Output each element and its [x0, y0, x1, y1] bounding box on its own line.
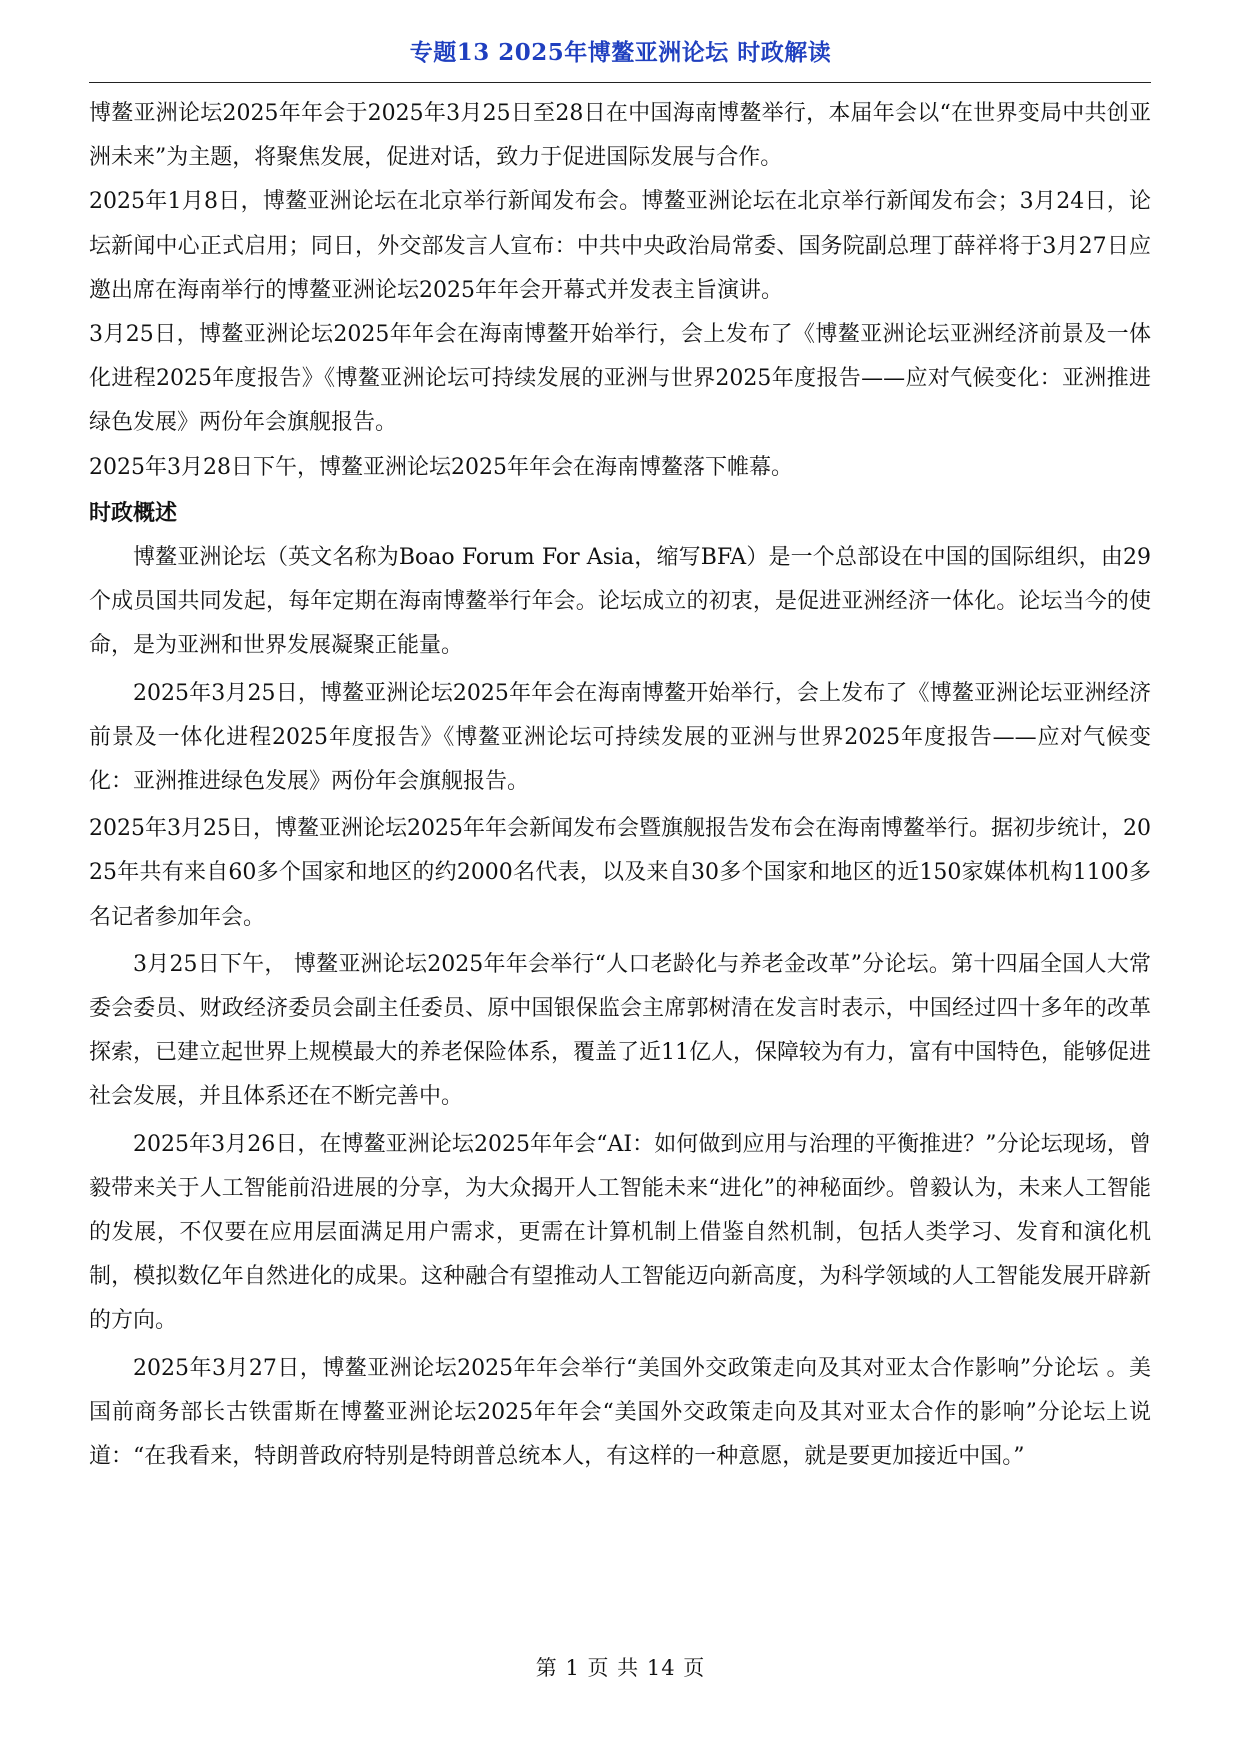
intro-paragraph: 博鳌亚洲论坛2025年年会于2025年3月25日至28日在中国海南博鳌举行，本届年会以“在世界变局中共创亚洲未来”为主题，将聚焦发展，促进对话，致力于促进国际发展与合作。	[89, 101, 1151, 171]
overview-paragraph: 2025年3月25日，博鳌亚洲论坛2025年年会在海南博鳌开始举行，会上发布了《博鳌亚洲论坛亚洲经济前景及一体化进程2025年度报告》《博鳌亚洲论坛可持续发展的亚洲与世界2025年度报告——应对气候变化：亚洲推进绿色发展》两份年会旗舰报告。	[89, 680, 1151, 795]
overview-paragraph: 2025年3月26日，在博鳌亚洲论坛2025年年会“AI：如何做到应用与治理的平衡推进？”分论坛现场，曾毅带来关于人工智能前沿进展的分享，为大众揭开人工智能未来“进化”的神秘面纱。曾毅认为，未来人工智能的发展，不仅要在应用层面满足用户需求，更需在计算机制上借鉴自然机制，包括人类学习、发育和演化机制，模拟数亿年自然进化的成果。这种融合有望推动人工智能迈向新高度，为科学领域的人工智能发展开辟新的方向。	[89, 1131, 1151, 1334]
overview-paragraph: 2025年3月25日，博鳌亚洲论坛2025年年会新闻发布会暨旗舰报告发布会在海南博鳌举行。据初步统计，2025年共有来自60多个国家和地区的约2000名代表，以及来自30多个国家和地区的近150家媒体机构1100多名记者参加年会。	[89, 816, 1151, 930]
overview-paragraph: 2025年3月27日，博鳌亚洲论坛2025年年会举行“美国外交政策走向及其对亚太合作影响”分论坛 。美国前商务部长古铁雷斯在博鳌亚洲论坛2025年年会“美国外交政策走向及其对亚太合作的影响”分论坛上说道：“在我看来，特朗普政府特别是特朗普总统本人，有这样的一种意愿，就是要更加接近中国。”	[89, 1355, 1151, 1470]
intro-paragraph: 3月25日，博鳌亚洲论坛2025年年会在海南博鳌开始举行，会上发布了《博鳌亚洲论坛亚洲经济前景及一体化进程2025年度报告》《博鳌亚洲论坛可持续发展的亚洲与世界2025年度报告——应对气候变化：亚洲推进绿色发展》两份年会旗舰报告。	[89, 322, 1151, 436]
section-heading: 时政概述	[89, 499, 178, 526]
overview-paragraph: 3月25日下午， 博鳌亚洲论坛2025年年会举行“人口老龄化与养老金改革”分论坛。第十四届全国人大常委会委员、财政经济委员会副主任委员、原中国银保监会主席郭树清在发言时表示，中国经过四十多年的改革探索，已建立起世界上规模最大的养老保险体系，覆盖了近11亿人，保障较为有力，富有中国特色，能够促进社会发展，并且体系还在不断完善中。	[89, 951, 1151, 1110]
intro-paragraph: 2025年1月8日，博鳌亚洲论坛在北京举行新闻发布会。博鳌亚洲论坛在北京举行新闻发布会；3月24日，论坛新闻中心正式启用；同日，外交部发言人宣布：中共中央政治局常委、国务院副总理丁薛祥将于3月27日应邀出席在海南举行的博鳌亚洲论坛2025年年会开幕式并发表主旨演讲。	[89, 189, 1151, 303]
overview-paragraph: 博鳌亚洲论坛（英文名称为Boao Forum For Asia，缩写BFA）是一个总部设在中国的国际组织，由29个成员国共同发起，每年定期在海南博鳌举行年会。论坛成立的初衷，是促进亚洲经济一体化。论坛当今的使命，是为亚洲和世界发展凝聚正能量。	[89, 545, 1151, 659]
document-body	[89, 92, 1151, 1479]
intro-paragraph: 2025年3月28日下午，博鳌亚洲论坛2025年年会在海南博鳌落下帷幕。	[89, 454, 793, 480]
header-divider	[89, 82, 1151, 83]
page-number-footer: 第 1 页 共 14 页	[535, 1656, 706, 1680]
page-header-title: 专题13 2025年博鳌亚洲论坛 时政解读	[409, 39, 832, 66]
